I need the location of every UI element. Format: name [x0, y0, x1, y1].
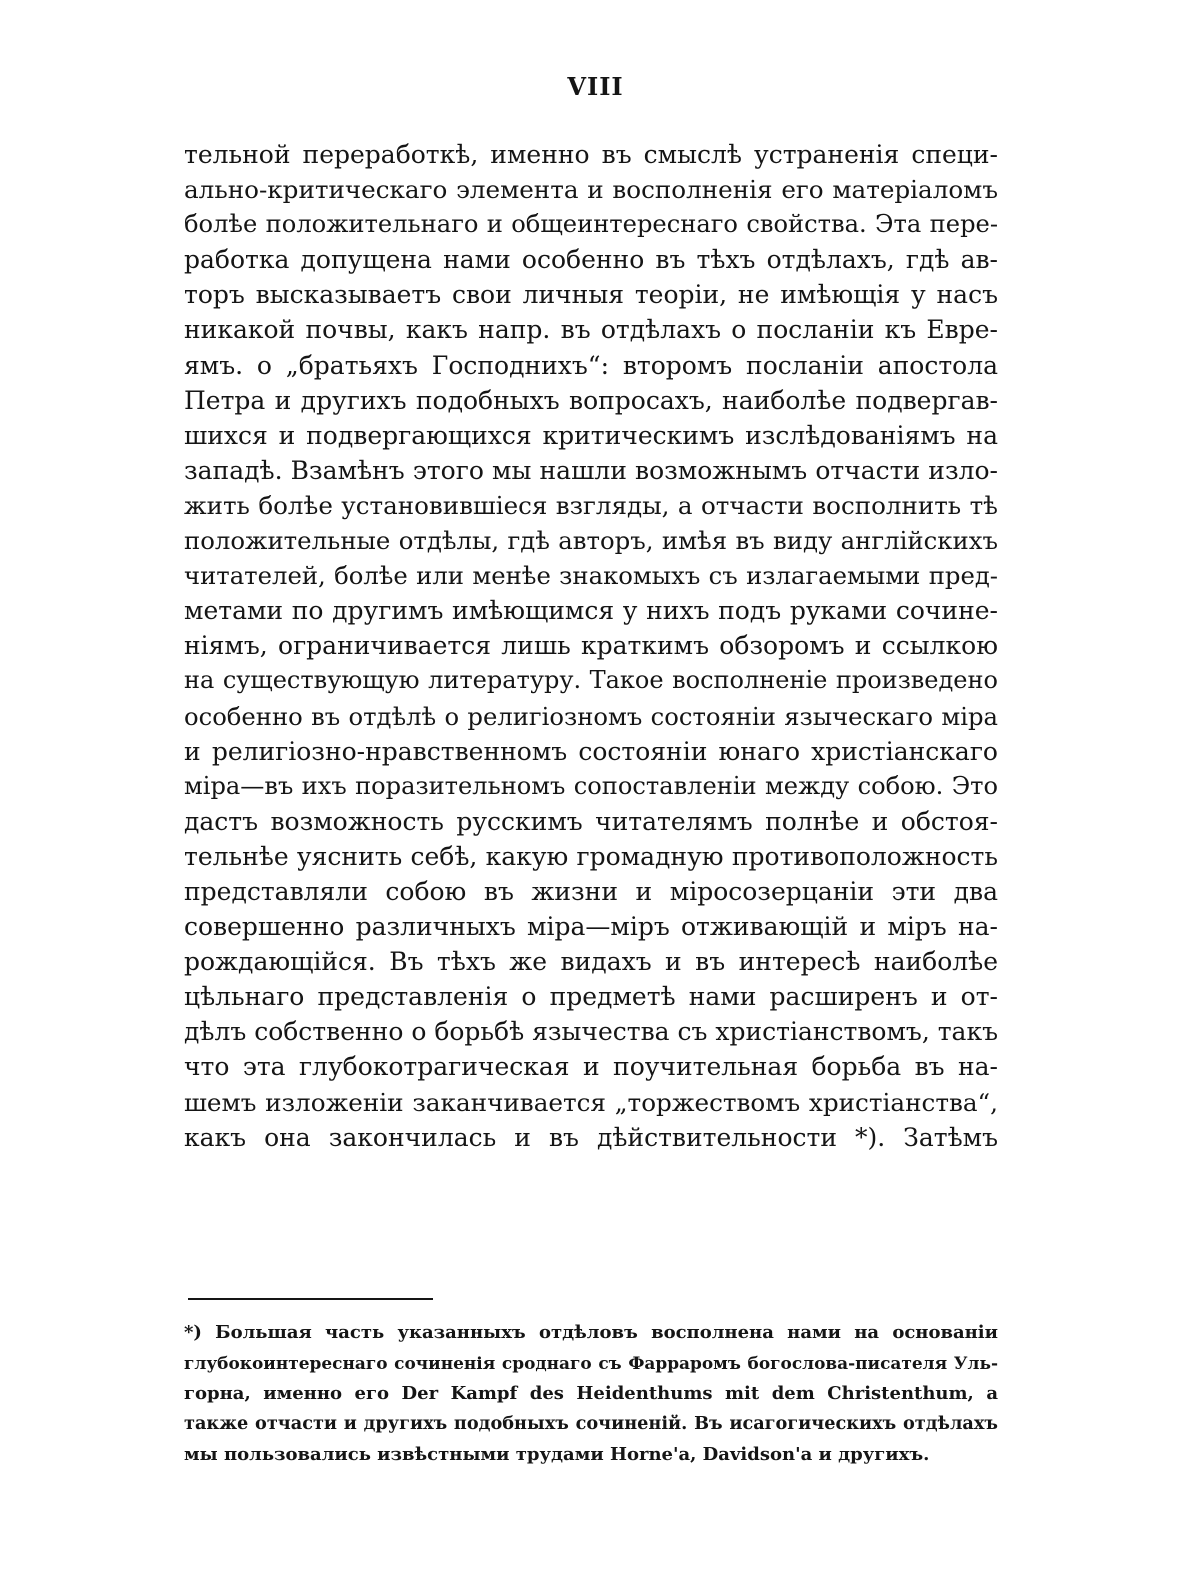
- text-line: торъ высказываетъ свои личныя теоріи, не имѣющія у насъ: [184, 280, 998, 310]
- footnote-line: также отчасти и другихъ подобныхъ сочиненій. Въ исагогическихъ отдѣлахъ: [184, 1413, 998, 1435]
- footnote-block: [184, 1318, 998, 1470]
- page-number: VIII: [567, 72, 624, 101]
- text-line: дѣлъ собственно о борьбѣ язычества съ христіанствомъ, такъ: [184, 1017, 998, 1047]
- text-line: читателей, болѣе или менѣе знакомыхъ съ излагаемыми пред-: [184, 561, 998, 591]
- text-line: положительные отдѣлы, гдѣ авторъ, имѣя въ виду англійскихъ: [184, 526, 998, 556]
- text-line: никакой почвы, какъ напр. въ отдѣлахъ о посланіи къ Евре-: [184, 315, 998, 345]
- text-line: болѣе положительнаго и общеинтереснаго свойства. Эта пере-: [184, 210, 998, 239]
- text-line: ально-критическаго элемента и восполненія его матеріаломъ: [184, 175, 998, 205]
- footnote-line: мы пользовались извѣстными трудами Horne'а, Davidson'а и другихъ.: [184, 1443, 930, 1465]
- footnote-line: глубокоинтереснаго сочиненія сроднаго съ Фарраромъ богослова-писателя Уль-: [184, 1353, 998, 1374]
- text-line: и религіозно-нравственномъ состояніи юнаго христіанскаго: [184, 736, 998, 766]
- text-line: метами по другимъ имѣющимся у нихъ подъ руками сочине-: [184, 596, 998, 626]
- text-line: дастъ возможность русскимъ читателямъ полнѣе и обстоя-: [184, 806, 998, 836]
- text-line: ніямъ, ограничивается лишь краткимъ обзоромъ и ссылкою: [184, 631, 998, 661]
- footnote-line: *) Большая часть указанныхъ отдѣловъ восполнена нами на основаніи: [184, 1322, 998, 1343]
- text-line: міра—въ ихъ поразительномъ сопоставленіи между собою. Это: [184, 771, 998, 800]
- text-line: представляли собою въ жизни и міросозерцаніи эти два: [184, 876, 998, 906]
- text-line: совершенно различныхъ міра—міръ отживающій и міръ на-: [184, 912, 998, 942]
- main-text-block: [184, 137, 998, 1155]
- text-line: на существующую литературу. Такое восполненіе произведено: [184, 666, 998, 695]
- text-line: особенно въ отдѣлѣ о религіозномъ состояніи языческаго міра: [184, 701, 998, 731]
- text-line: тельнѣе уяснить себѣ, какую громадную противоположность: [184, 841, 998, 871]
- text-line: Петра и другихъ подобныхъ вопросахъ, наиболѣе подвергав-: [184, 385, 998, 415]
- text-line: цѣльнаго представленія о предметѣ нами расширенъ и от-: [184, 982, 998, 1012]
- text-line: рождающійся. Въ тѣхъ же видахъ и въ интересѣ наиболѣе: [184, 947, 998, 977]
- text-line: жить болѣе установившіеся взгляды, а отчасти восполнить тѣ: [184, 490, 998, 520]
- footnote-line: горна, именно его Der Kampf des Heidenthums mit dem Christenthum, а: [184, 1382, 998, 1404]
- text-line: ямъ. о „братьяхъ Господнихъ“: второмъ посланіи апостола: [184, 350, 998, 380]
- text-line: что эта глубокотрагическая и поучительная борьба въ на-: [184, 1052, 998, 1082]
- text-line: шихся и подвергающихся критическимъ изслѣдованіямъ на: [184, 420, 998, 450]
- text-line: какъ она закончилась и въ дѣйствительности *). Затѣмъ: [184, 1122, 998, 1152]
- footnote-divider: [188, 1298, 433, 1300]
- text-line: западѣ. Взамѣнъ этого мы нашли возможнымъ отчасти изло-: [184, 455, 998, 485]
- text-line: тельной переработкѣ, именно въ смыслѣ устраненія специ-: [184, 140, 998, 169]
- text-line: работка допущена нами особенно въ тѣхъ отдѣлахъ, гдѣ ав-: [184, 245, 998, 275]
- text-line: шемъ изложеніи заканчивается „торжествомъ христіанства“,: [184, 1087, 998, 1117]
